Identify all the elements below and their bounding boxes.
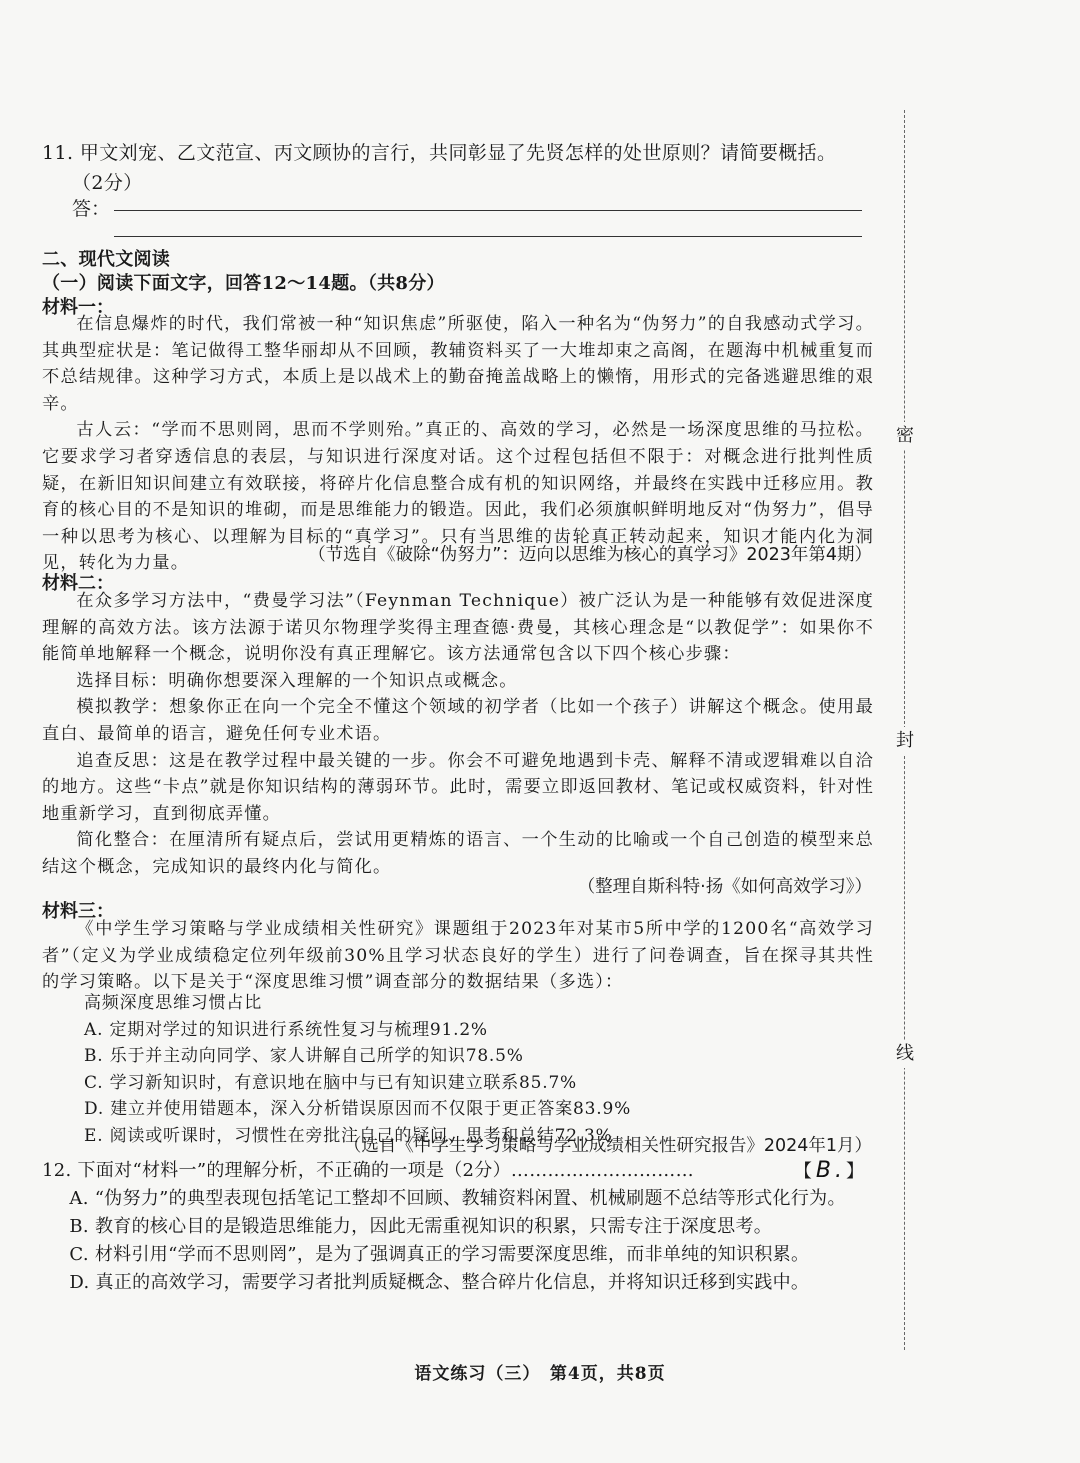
material-3-source: （选自《中学生学习策略与学业成绩相关性研究报告》2024年1月） — [343, 1136, 872, 1156]
material-1-source: （节选自《破除“伪努力”：迈向以思维为核心的真学习》2023年第4期） — [308, 545, 872, 565]
material-2-step: 追查反思：这是在教学过程中最关键的一步。你会不可避免地遇到卡壳、解释不清或逻辑难以自洽的地方。这些“卡点”就是你知识结构的薄弱环节。此时，需要立即返回教材、笔记或权威资料，针对性地重新学习，直到彻底弄懂。 — [42, 750, 874, 824]
q11-answer-label: 答： — [72, 198, 111, 220]
material-3-paragraph: 《中学生学习策略与学业成绩相关性研究》课题组于2023年对某市5所中学的1200名“高效学习者”（定义为学业成绩稳定位列年级前30%且学习状态良好的学生）进行了问卷调查，旨在探寻其共性的学习策略。以下是关于“深度思维习惯”调查部分的数据结果（多选）： — [42, 919, 874, 993]
material-2-step: 简化整合：在厘清所有疑点后，尝试用更精炼的语言、一个生动的比喻或一个自己创造的模型来总结这个概念，完成知识的最终内化与简化。 — [42, 830, 874, 877]
binding-char-feng: 封 — [893, 727, 917, 755]
bracket-open: 【 — [793, 1161, 816, 1182]
survey-item: E. 阅读或听课时，习惯性在旁批注自己的疑问、思考和总结72.3% — [84, 1125, 613, 1146]
material-3-title: 材料三： — [42, 901, 114, 922]
q11-stem: 11. 甲文刘宠、乙文范宣、丙文顾协的言行，共同彰显了先贤怎样的处世原则？请简要概括。 — [42, 142, 837, 164]
material-2-paragraph: 在众多学习方法中，“费曼学习法”（Feynman Technique）被广泛认为是一种能够有效促进深度理解的高效方法。该方法源于诺贝尔物理学奖得主理查德·费曼，其核心理念是“以教促学”：如果你不能简单地解释一个概念，说明你没有真正理解它。该方法通常包含以下四个核心步骤： — [42, 591, 874, 665]
binding-char-mi: 密 — [893, 422, 917, 450]
material-2-title: 材料二： — [42, 573, 114, 594]
section-title: 二、现代文阅读 — [42, 249, 171, 270]
section-subtitle: （一）阅读下面文字，回答12～14题。（共8分） — [42, 273, 445, 294]
bracket-close: 】 — [846, 1161, 868, 1182]
q12-answer-box[interactable] — [794, 1157, 868, 1186]
material-1-title: 材料一： — [42, 297, 114, 318]
survey-item: C. 学习新知识时，有意识地在脑中与已有知识建立联系85.7% — [84, 1072, 578, 1093]
survey-item: D. 建立并使用错题本，深入分析错误原因而不仅限于更正答案83.9% — [84, 1099, 632, 1120]
survey-item: A. 定期对学过的知识进行系统性复习与梳理91.2% — [84, 1019, 488, 1040]
q12-option-c[interactable]: C. 材料引用“学而不思则罔”，是为了强调真正的学习需要深度思维，而非单纯的知识积累。 — [69, 1244, 810, 1265]
q12-option-d[interactable]: D. 真正的高效学习，需要学习者批判质疑概念、整合碎片化信息，并将知识迁移到实践中。 — [69, 1272, 810, 1293]
survey-title: 高频深度思维习惯占比 — [84, 993, 262, 1013]
material-3-body — [42, 916, 874, 996]
material-2-source: （整理自斯科特·扬《如何高效学习》） — [577, 877, 872, 897]
q12-stem-row — [42, 1157, 874, 1185]
material-2-step: 选择目标：明确你想要深入理解的一个知识点或概念。 — [76, 670, 518, 691]
answer-line-2[interactable] — [114, 236, 862, 237]
q12-answer: B. — [815, 1158, 846, 1183]
page-footer: 语文练习（三） 第4页，共8页 — [414, 1364, 666, 1384]
material-2-body — [42, 588, 874, 881]
material-1-paragraph: 在信息爆炸的时代，我们常被一种“知识焦虑”所驱使，陷入一种名为“伪努力”的自我感动式学习。其典型症状是：笔记做得工整华丽却从不回顾，教辅资料买了一大堆却束之高阁，在题海中机械重复而不总结规律。这种学习方式，本质上是以战术上的勤奋掩盖战略上的懒惰，用形式的完备逃避思维的艰辛。 — [42, 314, 874, 414]
q12-stem: 12. 下面对“材料一”的理解分析，不正确的一项是（2分）………………………… — [42, 1160, 694, 1181]
survey-item: B. 乐于并主动向同学、家人讲解自己所学的知识78.5% — [84, 1046, 524, 1067]
material-1-paragraph: 古人云：“学而不思则罔，思而不学则殆。”真正的、高效的学习，必然是一场深度思维的马拉松。它要求学习者穿透信息的表层，与知识进行深度对话。这个过程包括但不限于：对概念进行批判性质疑，在新旧知识间建立有效联接，将碎片化信息整合成有机的知识网络，并最终在实践中迁移应用。教育的核心目的不是知识的堆砌，而是思维能力的锻造。因此，我们必须旗帜鲜明地反对“伪努力”，倡导一种以思考为核心、以理解为目标的“真学习”。只有当思维的齿轮真正转动起来，知识才能内化为洞见，转化为力量。 — [42, 420, 874, 574]
material-1-body — [42, 311, 874, 577]
q12-option-b[interactable]: B. 教育的核心目的是锻造思维能力，因此无需重视知识的积累，只需专注于深度思考。 — [69, 1216, 773, 1237]
answer-line-1[interactable] — [114, 210, 862, 211]
question-11 — [42, 138, 872, 198]
survey-list — [84, 990, 874, 1150]
binding-char-xian: 线 — [893, 1040, 917, 1068]
question-12 — [42, 1157, 874, 1297]
material-2-step: 模拟教学：想象你正在向一个完全不懂这个领域的初学者（比如一个孩子）讲解这个概念。使用最直白、最简单的语言，避免任何专业术语。 — [42, 697, 874, 744]
q11-answer-row — [72, 192, 862, 222]
q12-option-a[interactable]: A. “伪努力”的典型表现包括笔记工整却不回顾、教辅资料闲置、机械刷题不总结等形式化行为。 — [69, 1188, 846, 1209]
q11-score: （2分） — [72, 172, 143, 194]
